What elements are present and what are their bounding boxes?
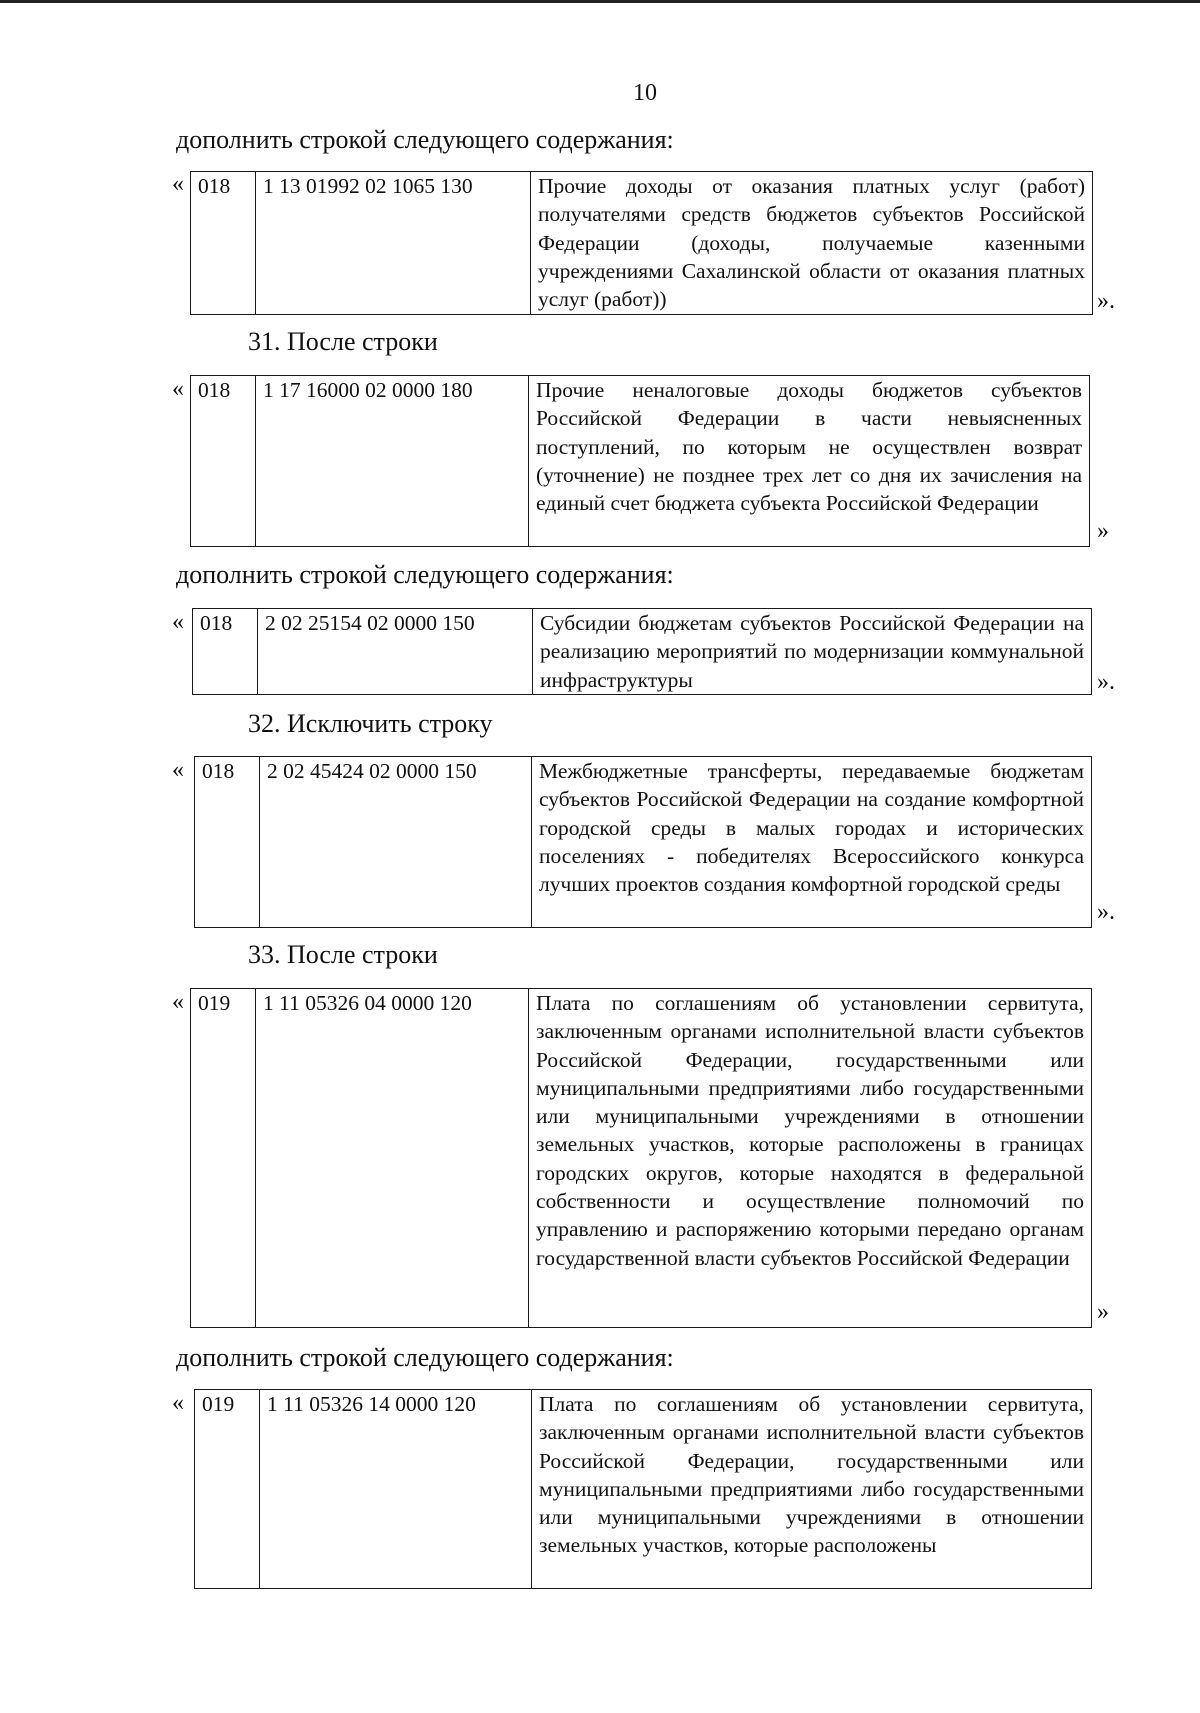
table-row [195,1390,1092,1589]
description-cell [533,609,1092,695]
open-quote: « [172,989,184,1015]
description-text: Субсидии бюджетам субъектов Российской Федерации на реализацию мероприятий по модернизации коммунальной инфраструктуры [540,611,1084,692]
description-cell [529,376,1090,547]
description-text: Плата по соглашениям об установлении сервитута, заключенным органами исполнительной власти субъектов Российской Федерации, государственными или муниципальными предприятиями либо государственными или муниципальными учреждениями в отношении земельных участков, которые расположены [539,1392,1084,1558]
description-text: Плата по соглашениям об установлении сервитута, заключенным органами исполнительной власти субъектов Российской Федерации, государственными или муниципальными предприятиями либо государственными или муниципальными учреждениями в отношении земельных участков, которые расположены в границах городских округов, которые находятся в федеральной собственности и осуществление полномочий по управлению и распоряжению которыми передано органам государственной власти субъектов Российской Федерации [536,991,1084,1270]
budget-code-table [190,988,1092,1328]
kbk-code-cell: 1 11 05326 04 0000 120 [256,989,529,1328]
description-text: Прочие неналоговые доходы бюджетов субъектов Российской Федерации в части невыясненных поступлений, по которым не осуществлен возврат (уточнение) не позднее трех лет со дня их зачисления на единый счет бюджета субъекта Российской Федерации [536,378,1082,516]
budget-code-table [194,756,1092,928]
open-quote: « [172,609,184,635]
kbk-code-cell: 1 11 05326 14 0000 120 [260,1390,532,1589]
section-heading-33: 33. После строки [248,940,438,969]
open-quote: « [172,171,184,197]
open-quote: « [172,376,184,402]
budget-code-table [192,608,1092,695]
description-cell [532,757,1092,928]
top-border-line [0,0,1200,3]
table-row [191,376,1090,547]
kbk-code-cell: 1 17 16000 02 0000 180 [256,376,529,547]
table-row [191,989,1092,1328]
budget-code-table [190,375,1090,547]
close-quote: ». [1097,899,1115,925]
kbk-code-cell: 2 02 45424 02 0000 150 [260,757,532,928]
page-number: 10 [633,80,657,106]
section-heading-31: 31. После строки [248,327,438,356]
admin-code-cell: 019 [191,989,256,1328]
close-quote: » [1097,518,1109,544]
close-quote: ». [1097,669,1115,695]
kbk-code-cell: 1 13 01992 02 1065 130 [256,172,531,315]
description-cell [532,1390,1092,1589]
table-row [191,172,1093,315]
admin-code-cell: 018 [193,609,258,695]
section-heading-32: 32. Исключить строку [248,709,493,738]
table-row [195,757,1092,928]
description-cell [529,989,1092,1328]
admin-code-cell: 018 [191,376,256,547]
admin-code-cell: 018 [195,757,260,928]
intro-paragraph: дополнить строкой следующего содержания: [176,560,674,589]
budget-code-table [194,1389,1092,1589]
admin-code-cell: 019 [195,1390,260,1589]
open-quote: « [172,757,184,783]
open-quote: « [172,1390,184,1416]
kbk-code-cell: 2 02 25154 02 0000 150 [258,609,533,695]
description-text: Прочие доходы от оказания платных услуг (работ) получателями средств бюджетов субъектов Российской Федерации (доходы, получаемые казенными учреждениями Сахалинской области от оказания платных услуг (работ)) [538,174,1085,312]
intro-paragraph: дополнить строкой следующего содержания: [176,1343,674,1372]
description-cell [531,172,1093,315]
description-text: Межбюджетные трансферты, передаваемые бюджетам субъектов Российской Федерации на создание комфортной городской среды в малых городах и исторических поселениях - победителях Всероссийского конкурса лучших проектов создания комфортной городской среды [539,759,1084,897]
close-quote: » [1097,1299,1109,1325]
close-quote: ». [1097,288,1115,314]
budget-code-table [190,171,1093,315]
table-row [193,609,1092,695]
admin-code-cell: 018 [191,172,256,315]
intro-paragraph: дополнить строкой следующего содержания: [176,125,674,154]
